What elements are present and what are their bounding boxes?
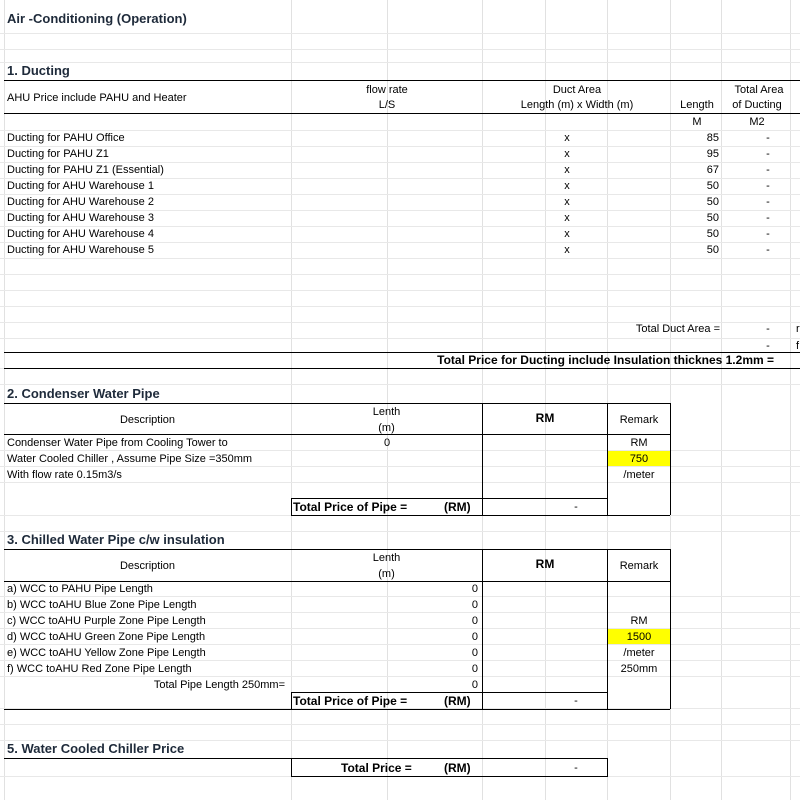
ducting-length: 95 <box>706 148 719 160</box>
section-heading-chiller: 5. Water Cooled Chiller Price <box>7 741 185 756</box>
chilled-col-length-1: Lenth <box>372 552 401 564</box>
ducting-x: x <box>564 212 570 224</box>
ducting-col-desc: AHU Price include PAHU and Heater <box>7 92 187 104</box>
chilled-col-rm: RM <box>535 557 555 571</box>
ducting-total: - <box>766 212 770 224</box>
total-duct-area-label: Total Duct Area = <box>635 323 720 335</box>
chilled-desc: c) WCC toAHU Purple Zone Pipe Length <box>7 615 206 627</box>
condenser-total-bottom-border <box>291 515 670 516</box>
ducting-desc: Ducting for AHU Warehouse 1 <box>7 180 154 192</box>
condenser-remark-unit: /meter <box>623 469 655 481</box>
chilled-desc: b) WCC toAHU Blue Zone Pipe Length <box>7 599 197 611</box>
ducting-length: 50 <box>706 196 719 208</box>
ducting-length: 50 <box>706 244 719 256</box>
condenser-col-length-1: Lenth <box>372 406 401 418</box>
ducting-total: - <box>766 180 770 192</box>
ducting-desc: Ducting for AHU Warehouse 4 <box>7 228 154 240</box>
condenser-total-unit: (RM) <box>444 500 471 514</box>
chiller-bottom-border <box>291 776 608 777</box>
chilled-total-bottom-border <box>4 709 670 710</box>
condenser-col-rm: RM <box>535 411 555 425</box>
condenser-desc-line-3: With flow rate 0.15m3/s <box>7 469 122 481</box>
ducting-x: x <box>564 228 570 240</box>
gridline <box>387 0 388 800</box>
chilled-total-unit: (RM) <box>444 694 471 708</box>
chilled-col-remark: Remark <box>619 560 659 572</box>
chiller-left-border <box>291 758 292 776</box>
truncated-cell-text: f <box>796 340 800 352</box>
ducting-col-flow-2: L/S <box>378 99 396 111</box>
ducting-length: 50 <box>706 180 719 192</box>
chilled-header-top-border <box>4 549 670 550</box>
chilled-total-label: Total Price of Pipe = <box>293 694 408 708</box>
condenser-header-bottom-border <box>4 434 670 435</box>
condenser-remark-rm: RM <box>630 437 648 449</box>
gridline <box>291 0 292 800</box>
chilled-desc: d) WCC toAHU Green Zone Pipe Length <box>7 631 206 643</box>
chilled-col-divider <box>670 549 671 709</box>
chilled-remark-rm: RM <box>630 615 648 627</box>
condenser-total-label: Total Price of Pipe = <box>293 500 408 514</box>
ducting-x: x <box>564 132 570 144</box>
chilled-desc: f) WCC toAHU Red Zone Pipe Length <box>7 663 192 675</box>
chilled-length: 0 <box>471 647 478 659</box>
chilled-col-desc: Description <box>119 560 176 572</box>
chilled-length: 0 <box>471 663 478 675</box>
ducting-total: - <box>766 132 770 144</box>
ducting-total-price-label: Total Price for Ducting include Insulation thicknes 1.2mm = <box>437 353 774 367</box>
ducting-desc: Ducting for AHU Warehouse 5 <box>7 244 154 256</box>
total-duct-area-value-2: - <box>766 340 770 352</box>
chilled-desc: a) WCC to PAHU Pipe Length <box>7 583 153 595</box>
section-heading-chilled: 3. Chilled Water Pipe c/w insulation <box>7 532 225 547</box>
ducting-col-total-2: of Ducting <box>732 99 782 111</box>
chiller-total-label: Total Price = <box>341 761 412 775</box>
ducting-x: x <box>564 164 570 176</box>
chilled-total-length-value: 0 <box>471 679 478 691</box>
ducting-total-bottom-border <box>4 368 800 369</box>
ducting-header-top-border <box>4 80 800 81</box>
chilled-remark-unit: /meter <box>623 647 655 659</box>
condenser-total-left-border <box>291 498 292 515</box>
condenser-total-top-border <box>291 498 607 499</box>
gridline <box>4 0 5 800</box>
ducting-x: x <box>564 148 570 160</box>
section-heading-ducting: 1. Ducting <box>7 63 70 78</box>
ducting-col-area-1: Duct Area <box>552 84 602 96</box>
ducting-desc: Ducting for PAHU Office <box>7 132 125 144</box>
ducting-col-flow-1: flow rate <box>366 84 408 96</box>
section-heading-condenser: 2. Condenser Water Pipe <box>7 386 160 401</box>
ducting-total: - <box>766 244 770 256</box>
ducting-total: - <box>766 196 770 208</box>
total-duct-area-value: - <box>766 323 770 335</box>
ducting-total: - <box>766 148 770 160</box>
chilled-col-length-2: (m) <box>378 568 395 580</box>
chilled-length: 0 <box>471 615 478 627</box>
chilled-length: 0 <box>471 583 478 595</box>
chiller-right-border <box>607 758 608 776</box>
gridline <box>545 0 546 800</box>
chilled-length: 0 <box>471 631 478 643</box>
condenser-col-desc: Description <box>119 414 176 426</box>
chiller-total-value: - <box>574 762 578 774</box>
ducting-desc: Ducting for PAHU Z1 <box>7 148 109 160</box>
ducting-x: x <box>564 196 570 208</box>
condenser-header-top-border <box>4 403 670 404</box>
condenser-length-value: 0 <box>383 437 391 449</box>
chilled-remark-size: 250mm <box>620 663 658 675</box>
sheet-title: Air -Conditioning (Operation) <box>7 11 187 26</box>
ducting-length: 50 <box>706 212 719 224</box>
chilled-total-length-label: Total Pipe Length 250mm= <box>153 679 285 691</box>
ducting-unit-total: M2 <box>749 116 765 128</box>
chilled-length: 0 <box>471 599 478 611</box>
condenser-col-length-2: (m) <box>378 422 395 434</box>
ducting-total: - <box>766 164 770 176</box>
chiller-top-border <box>4 758 607 759</box>
condenser-desc-line-2: Water Cooled Chiller , Assume Pipe Size =350mm <box>7 453 253 465</box>
chilled-total-value: - <box>574 695 578 707</box>
ducting-x: x <box>564 180 570 192</box>
ducting-total: - <box>766 228 770 240</box>
ducting-length: 50 <box>706 228 719 240</box>
ducting-desc: Ducting for AHU Warehouse 2 <box>7 196 154 208</box>
truncated-cell-text: r <box>796 323 800 335</box>
ducting-length: 85 <box>706 132 719 144</box>
ducting-col-total-1: Total Area <box>734 84 784 96</box>
ducting-header-bottom-border <box>4 113 800 114</box>
chilled-total-left-border <box>291 692 292 709</box>
ducting-desc: Ducting for PAHU Z1 (Essential) <box>7 164 164 176</box>
ducting-x: x <box>564 244 570 256</box>
ducting-length: 67 <box>706 164 719 176</box>
condenser-desc-line-1: Condenser Water Pipe from Cooling Tower to <box>7 437 228 449</box>
chiller-total-unit: (RM) <box>444 761 471 775</box>
ducting-desc: Ducting for AHU Warehouse 3 <box>7 212 154 224</box>
chilled-desc: e) WCC toAHU Yellow Zone Pipe Length <box>7 647 206 659</box>
ducting-col-length: Length <box>680 99 714 111</box>
ducting-unit-length: M <box>692 116 702 128</box>
chilled-total-top-border <box>291 692 607 693</box>
condenser-col-divider <box>670 403 671 515</box>
ducting-col-area-2: Length (m) x Width (m) <box>520 99 634 111</box>
chilled-col-divider <box>482 549 483 709</box>
condenser-col-remark: Remark <box>619 414 659 426</box>
chilled-remark-rate: 1500 <box>626 631 652 643</box>
condenser-total-value: - <box>574 501 578 513</box>
condenser-remark-rate: 750 <box>629 453 649 465</box>
